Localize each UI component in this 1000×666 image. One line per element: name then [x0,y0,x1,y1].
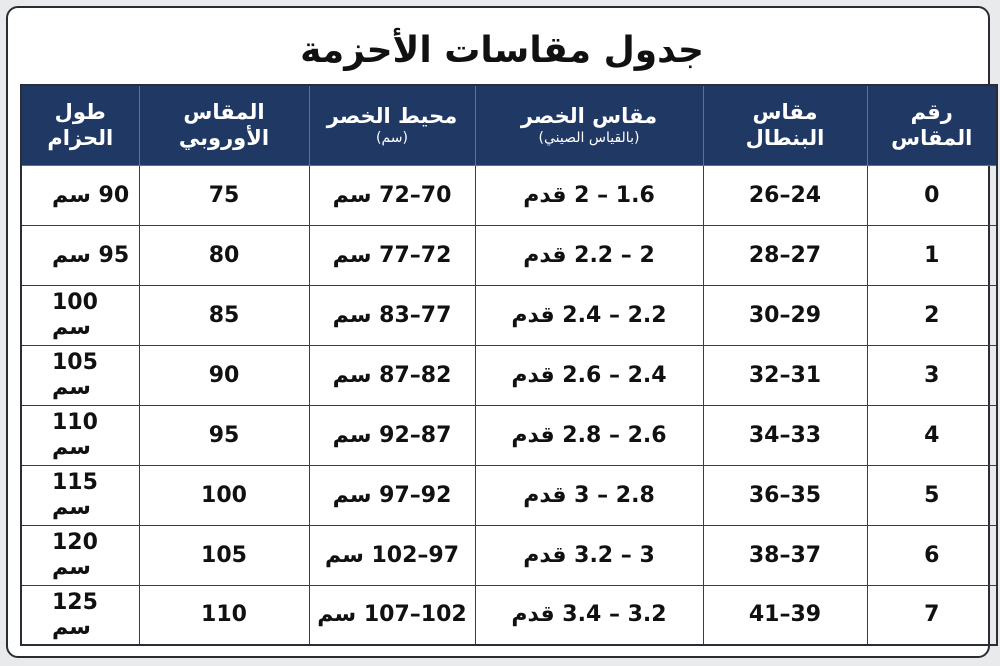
pants-size-cell: 24–26 [703,165,867,225]
table-row [21,285,997,345]
page-title: جدول مقاسات الأحزمة [300,30,704,71]
waist-circumference-cell: 82–87 سم [309,345,475,405]
header-waist-size: مقاس الخصر (بالقياس الصيني) [475,85,703,165]
size-number-cell: 1 [867,225,997,285]
waist-circumference-cell: 92–97 سم [309,465,475,525]
belt-length-cell: 110 سم [21,405,139,465]
header-eu-size: المقاس الأوروبي [139,85,309,165]
eu-size-cell: 75 [139,165,309,225]
waist-size-cell: 2.4 – 2.6 قدم [475,345,703,405]
waist-circumference-cell: 72–77 سم [309,225,475,285]
pants-size-cell: 33–34 [703,405,867,465]
eu-size-cell: 85 [139,285,309,345]
table-row [21,525,997,585]
waist-circumference-cell: 87–92 سم [309,405,475,465]
table-row [21,225,997,285]
belt-length-cell: 95 سم [21,225,139,285]
waist-size-cell: 2.8 – 3 قدم [475,465,703,525]
table-row [21,465,997,525]
header-size-number: رقم المقاس [867,85,997,165]
table-row [21,345,997,405]
belt-length-cell: 115 سم [21,465,139,525]
size-chart-card [6,6,990,658]
waist-size-cell: 2 – 2.2 قدم [475,225,703,285]
waist-size-cell: 3 – 3.2 قدم [475,525,703,585]
pants-size-cell: 29–30 [703,285,867,345]
waist-size-cell: 2.2 – 2.4 قدم [475,285,703,345]
eu-size-cell: 110 [139,585,309,645]
size-number-cell: 0 [867,165,997,225]
eu-size-cell: 90 [139,345,309,405]
eu-size-cell: 105 [139,525,309,585]
size-number-cell: 4 [867,405,997,465]
table-row [21,165,997,225]
header-waist-circumference: محيط الخصر (سم) [309,85,475,165]
pants-size-cell: 37–38 [703,525,867,585]
table-row [21,585,997,645]
size-number-cell: 5 [867,465,997,525]
size-number-cell: 6 [867,525,997,585]
table-header-row [21,85,997,165]
size-number-cell: 2 [867,285,997,345]
pants-size-cell: 39–41 [703,585,867,645]
pants-size-cell: 31–32 [703,345,867,405]
waist-circumference-cell: 77–83 سم [309,285,475,345]
size-number-cell: 7 [867,585,997,645]
waist-circumference-cell: 97–102 سم [309,525,475,585]
belt-length-cell: 90 سم [21,165,139,225]
belt-length-cell: 100 سم [21,285,139,345]
waist-size-cell: 2.6 – 2.8 قدم [475,405,703,465]
belt-size-table [20,84,998,646]
header-belt-length: طول الحزام [21,85,139,165]
size-number-cell: 3 [867,345,997,405]
eu-size-cell: 100 [139,465,309,525]
header-pants-size: مقاس البنطال [703,85,867,165]
waist-circumference-cell: 70–72 سم [309,165,475,225]
waist-size-cell: 1.6 – 2 قدم [475,165,703,225]
waist-circumference-cell: 102–107 سم [309,585,475,645]
belt-length-cell: 105 سم [21,345,139,405]
table-row [21,405,997,465]
belt-length-cell: 125 سم [21,585,139,645]
pants-size-cell: 35–36 [703,465,867,525]
eu-size-cell: 95 [139,405,309,465]
pants-size-cell: 27–28 [703,225,867,285]
header-waist-circumference-sub: (سم) [376,130,408,147]
waist-size-cell: 3.2 – 3.4 قدم [475,585,703,645]
header-waist-size-sub: (بالقياس الصيني) [538,130,640,147]
belt-length-cell: 120 سم [21,525,139,585]
eu-size-cell: 80 [139,225,309,285]
